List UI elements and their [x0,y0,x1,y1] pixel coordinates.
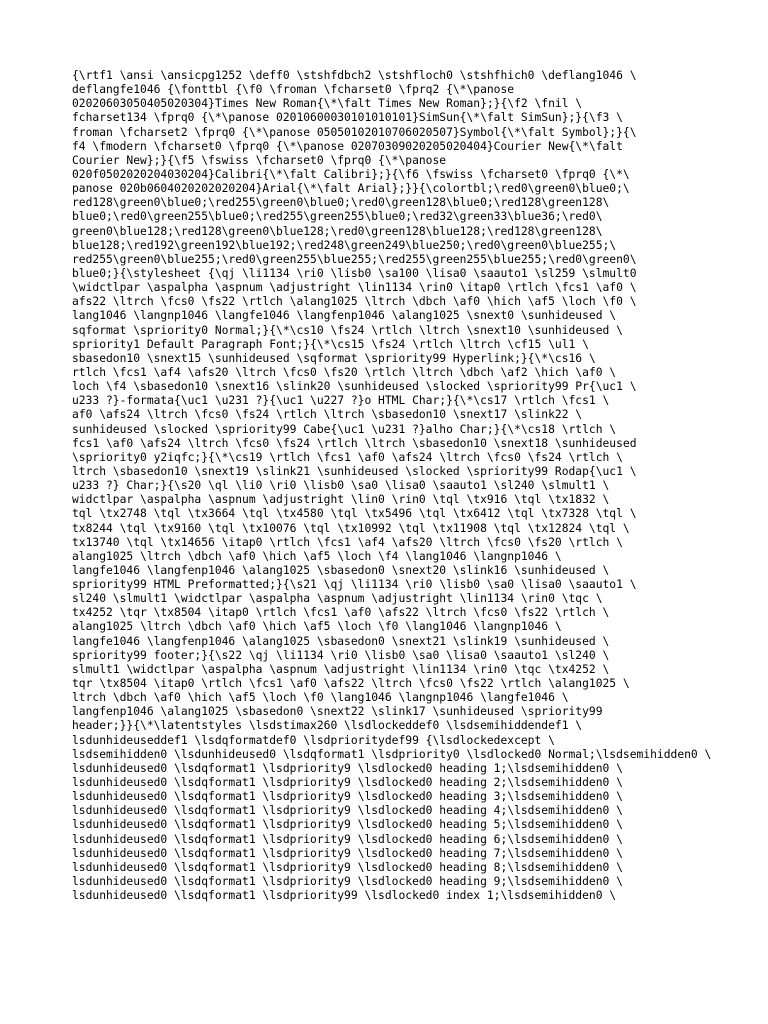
document-page [72,69,712,903]
document-line: tx4252 \tqr \tx8504 \itap0 \rtlch \fcs1 \af0 \afs22 \ltrch \fcs0 \fs22 \rtlch \ [72,606,610,620]
document-line: u233 ?}-formata{\uc1 \u231 ?}{\uc1 \u227 ?}o HTML Char;}{\*\cs17 \rtlch \fcs1 \ [72,394,610,408]
document-line: spriority99 footer;}{\s22 \qj \li1134 \ri0 \lisb0 \sa0 \lisa0 \saauto1 \sl240 \ [72,648,610,662]
document-line: alang1025 \ltrch \dbch \af0 \hich \af5 \loch \f0 \lang1046 \langnp1046 \ [72,620,562,634]
document-body [72,69,712,903]
document-line: \widctlpar \aspalpha \aspnum \adjustright \lin1134 \rin0 \itap0 \rtlch \fcs1 \af0 \ [72,281,637,295]
document-line: lsdunhideused0 \lsdqformat1 \lsdpriority9 \lsdlocked0 heading 6;\lsdsemihidden0 \ [72,832,623,846]
document-line: Courier New};}{\f5 \fswiss \fcharset0 \fprq0 {\*\panose [72,153,447,167]
document-line: sunhideused \slocked \spriority99 Cabe{\uc1 \u231 ?}alho Char;}{\*\cs18 \rtlch \ [72,422,617,436]
document-line: red255\green0\blue255;\red0\green255\blue255;\red255\green255\blue255;\red0\green0\ [72,252,637,266]
document-line: lsdunhideused0 \lsdqformat1 \lsdpriority9 \lsdlocked0 heading 1;\lsdsemihidden0 \ [72,761,623,775]
document-line: sqformat \spriority0 Normal;}{\*\cs10 \fs24 \rtlch \ltrch \snext10 \sunhideused \ [72,323,623,337]
document-line: ltrch \sbasedon10 \snext19 \slink21 \sunhideused \slocked \spriority99 Rodap{\uc1 \ [72,464,637,478]
document-line: lsdunhideused0 \lsdqformat1 \lsdpriority9 \lsdlocked0 heading 2;\lsdsemihidden0 \ [72,776,623,790]
document-line: f4 \fmodern \fcharset0 \fprq0 {\*\panose 02070309020205020404}Courier New{\*\falt [72,139,623,153]
document-line: lsdunhideused0 \lsdqformat1 \lsdpriority9 \lsdlocked0 heading 3;\lsdsemihidden0 \ [72,790,623,804]
document-line: green0\blue128;\red128\green0\blue128;\red0\green128\blue128;\red128\green128\ [72,224,603,238]
document-line: fcs1 \af0 \afs24 \ltrch \fcs0 \fs24 \rtlch \ltrch \sbasedon10 \snext18 \sunhideused [72,436,637,450]
document-line: tql \tx2748 \tql \tx3664 \tql \tx4580 \tql \tx5496 \tql \tx6412 \tql \tx7328 \tql \ [72,507,637,521]
document-line: af0 \afs24 \ltrch \fcs0 \fs24 \rtlch \ltrch \sbasedon10 \snext17 \slink22 \ [72,408,583,422]
document-line: deflangfe1046 {\fonttbl {\f0 \froman \fcharset0 \fprq2 {\*\panose [72,83,515,97]
document-line: lsdunhideused0 \lsdqformat1 \lsdpriority9 \lsdlocked0 heading 9;\lsdsemihidden0 \ [72,875,623,889]
document-line: lsdsemihidden0 \lsdunhideused0 \lsdqformat1 \lsdpriority0 \lsdlocked0 Normal;\lsdsemihidden0 \ [72,747,712,761]
document-line: lang1046 \langnp1046 \langfe1046 \langfenp1046 \alang1025 \snext0 \sunhideused \ [72,309,617,323]
document-line: blue128;\red192\green192\blue192;\red248\green249\blue250;\red0\green0\blue255;\ [72,238,617,252]
document-line: alang1025 \ltrch \dbch \af0 \hich \af5 \loch \f4 \lang1046 \langnp1046 \ [72,549,562,563]
document-line: sl240 \slmult1 \widctlpar \aspalpha \aspnum \adjustright \lin1134 \rin0 \tqc \ [72,592,603,606]
document-line: tx13740 \tql \tx14656 \itap0 \rtlch \fcs1 \af4 \afs20 \ltrch \fcs0 \fs20 \rtlch \ [72,535,623,549]
document-line: lsdunhideused0 \lsdqformat1 \lsdpriority9 \lsdlocked0 heading 4;\lsdsemihidden0 \ [72,804,623,818]
document-line: langfe1046 \langfenp1046 \alang1025 \sbasedon0 \snext20 \slink16 \sunhideused \ [72,563,610,577]
document-line: panose 020b0604020202020204}Arial{\*\falt Arial};}}{\colortbl;\red0\green0\blue0;\ [72,182,630,196]
document-line: red128\green0\blue0;\red255\green0\blue0;\red0\green128\blue0;\red128\green128\ [72,196,610,210]
document-line: u233 ?} Char;}{\s20 \ql \li0 \ri0 \lisb0 \sa0 \lisa0 \saauto1 \sl240 \slmult1 \ [72,479,610,493]
document-line: langfenp1046 \alang1025 \sbasedon0 \snext22 \slink17 \sunhideused \spriority99 [72,705,603,719]
document-line: lsdunhideuseddef1 \lsdqformatdef0 \lsdprioritydef99 {\lsdlockedexcept \ [72,733,555,747]
document-line: spriority99 HTML Preformatted;}{\s21 \qj \li1134 \ri0 \lisb0 \sa0 \lisa0 \saauto1 \ [72,578,637,592]
document-line: afs22 \ltrch \fcs0 \fs22 \rtlch \alang1025 \ltrch \dbch \af0 \hich \af5 \loch \f0 \ [72,295,637,309]
document-line: {\rtf1 \ansi \ansicpg1252 \deff0 \stshfdbch2 \stshfloch0 \stshfhich0 \deflang1046 \ [72,69,637,82]
document-line: slmult1 \widctlpar \aspalpha \aspnum \adjustright \lin1134 \rin0 \tqc \tx4252 \ [72,662,610,676]
document-line: sbasedon10 \snext15 \sunhideused \sqformat \spriority99 Hyperlink;}{\*\cs16 \ [72,351,596,365]
document-line: spriority1 Default Paragraph Font;}{\*\cs15 \fs24 \rtlch \ltrch \cf15 \ul1 \ [72,337,589,351]
document-line: blue0;\red0\green255\blue0;\red255\green255\blue0;\red32\green33\blue36;\red0\ [72,210,603,224]
document-line: tqr \tx8504 \itap0 \rtlch \fcs1 \af0 \afs22 \ltrch \fcs0 \fs22 \rtlch \alang1025 \ [72,677,630,691]
document-line: widctlpar \aspalpha \aspnum \adjustright \lin0 \rin0 \tql \tx916 \tql \tx1832 \ [72,493,610,507]
document-line: froman \fcharset2 \fprq0 {\*\panose 05050102010706020507}Symbol{\*\falt Symbol};}{\ [72,125,637,139]
document-line: lsdunhideused0 \lsdqformat1 \lsdpriority99 \lsdlocked0 index 1;\lsdsemihidden0 \ [72,889,617,903]
document-line: tx8244 \tql \tx9160 \tql \tx10076 \tql \tx10992 \tql \tx11908 \tql \tx12824 \tql \ [72,521,630,535]
document-line: blue0;}{\stylesheet {\qj \li1134 \ri0 \lisb0 \sa100 \lisa0 \saauto1 \sl259 \slmult0 [72,266,637,280]
document-line: lsdunhideused0 \lsdqformat1 \lsdpriority9 \lsdlocked0 heading 8;\lsdsemihidden0 \ [72,860,623,874]
document-line: 020f0502020204030204}Calibri{\*\falt Calibri};}{\f6 \fswiss \fcharset0 \fprq0 {\*\ [72,167,630,181]
document-line: lsdunhideused0 \lsdqformat1 \lsdpriority9 \lsdlocked0 heading 7;\lsdsemihidden0 \ [72,846,623,860]
document-line: 02020603050405020304}Times New Roman{\*\falt Times New Roman};}{\f2 \fnil \ [72,97,583,111]
document-line: \spriority0 y2iqfc;}{\*\cs19 \rtlch \fcs1 \af0 \afs24 \ltrch \fcs0 \fs24 \rtlch \ [72,450,623,464]
document-line: fcharset134 \fprq0 {\*\panose 02010600030101010101}SimSun{\*\falt SimSun};}{\f3 \ [72,111,623,125]
document-line: rtlch \fcs1 \af4 \afs20 \ltrch \fcs0 \fs20 \rtlch \ltrch \dbch \af2 \hich \af0 \ [72,365,617,379]
document-line: lsdunhideused0 \lsdqformat1 \lsdpriority9 \lsdlocked0 heading 5;\lsdsemihidden0 \ [72,818,623,832]
document-line: header;}}{\*\latentstyles \lsdstimax260 \lsdlockeddef0 \lsdsemihiddendef1 \ [72,719,583,733]
document-line: langfe1046 \langfenp1046 \alang1025 \sbasedon0 \snext21 \slink19 \sunhideused \ [72,634,610,648]
document-line: ltrch \dbch \af0 \hich \af5 \loch \f0 \lang1046 \langnp1046 \langfe1046 \ [72,691,569,705]
document-line: loch \f4 \sbasedon10 \snext16 \slink20 \sunhideused \slocked \spriority99 Pr{\uc1 \ [72,380,637,394]
